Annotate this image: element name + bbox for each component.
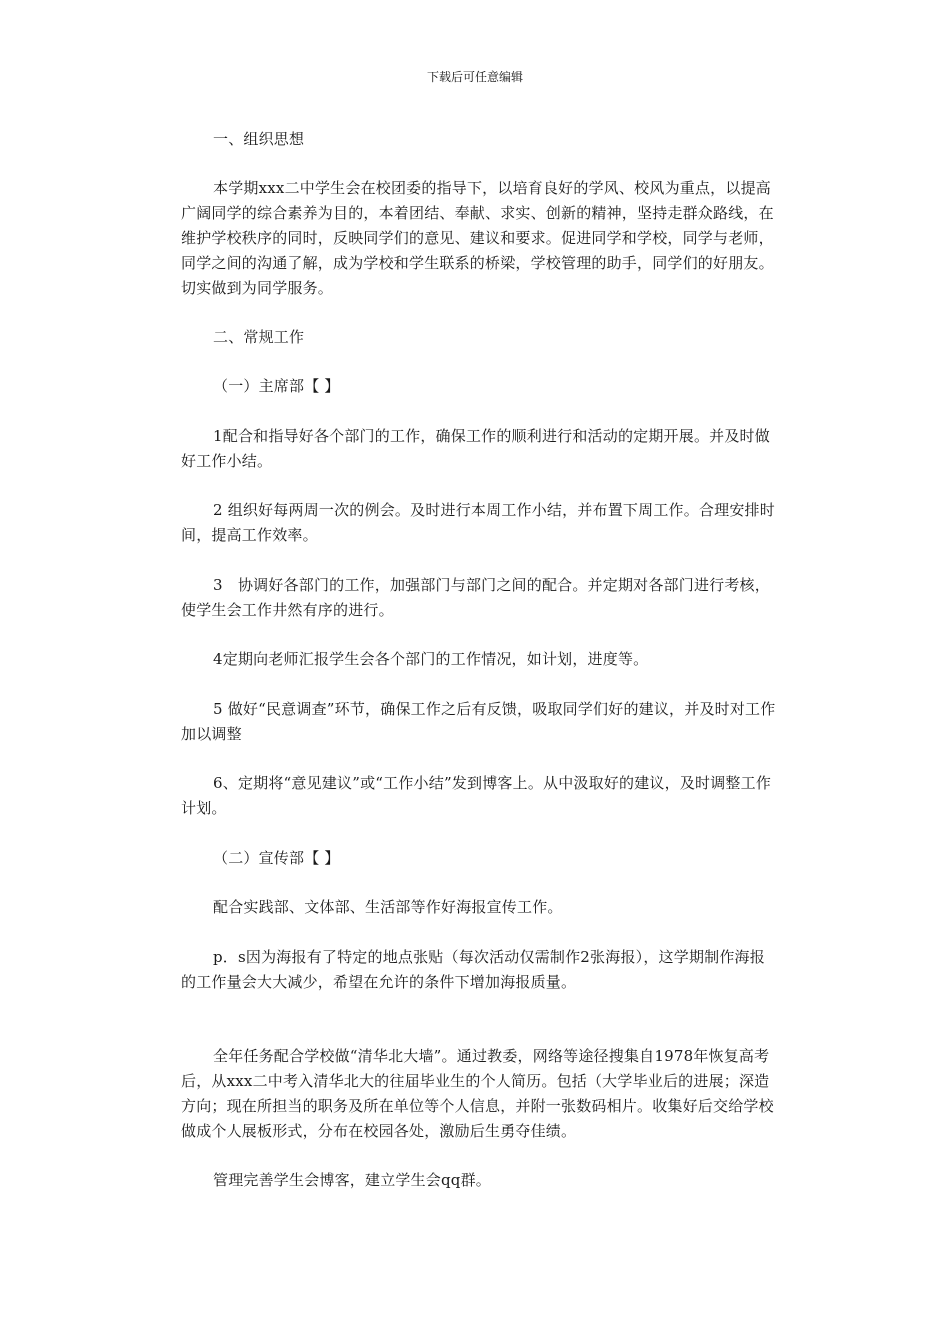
- paragraph-item-6: 6、定期将“意见建议”或“工作小结”发到博客上。从中汲取好的建议，及时调整工作计划。: [181, 774, 772, 817]
- paragraph-publicity-1: 配合实践部、文体部、生活部等作好海报宣传工作。: [213, 898, 563, 916]
- paragraph-organization-thought: 本学期xxx二中学生会在校团委的指导下，以培育良好的学风、校风为重点，以提高广阔同学的综合素养为目的，本着团结、奉献、求实、创新的精神，坚持走群众路线，在维护学校秩序的同时，反映同学们的意见、建议和要求。促进同学和学校，同学与老师，同学之间的沟通了解，成为学校和学生联系的桥梁，学校管理的助手，同学们的好朋友。切实做到为同学服务。: [181, 179, 774, 297]
- paragraph-publicity-ps: p．s因为海报有了特定的地点张贴（每次活动仅需制作2张海报），这学期制作海报的工作量会大大减少，希望在允许的条件下增加海报质量。: [181, 948, 765, 991]
- paragraph-item-2: 2 组织好每两周一次的例会。及时进行本周工作小结，并布置下周工作。合理安排时间，提高工作效率。: [181, 501, 775, 544]
- paragraph-item-5: 5 做好“民意调查”环节，确保工作之后有反馈，吸取同学们好的建议，并及时对工作加以调整: [181, 700, 776, 743]
- page-header: 下载后可任意编辑: [426, 70, 523, 84]
- paragraph-tsinghua-wall: 全年任务配合学校做“清华北大墙”。通过教委，网络等途径搜集自1978年恢复高考后，从xxx二中考入清华北大的往届毕业生的个人简历。包括（大学毕业后的进展；深造方向；现在所担当的职务及所在单位等个人信息，并附一张数码相片。收集好后交给学校做成个人展板形式，分布在校园各处，激励后生勇夺佳绩。: [181, 1047, 774, 1140]
- paragraph-item-4: 4定期向老师汇报学生会各个部门的工作情况，如计划，进度等。: [213, 650, 649, 668]
- heading-organization-thought: 一、组织思想: [213, 130, 305, 148]
- heading-routine-work: 二、常规工作: [213, 328, 305, 346]
- heading-publicity-department: （二）宣传部【 】: [213, 849, 340, 867]
- paragraph-item-1: 1配合和指导好各个部门的工作，确保工作的顺利进行和活动的定期开展。并及时做好工作小结。: [181, 427, 770, 470]
- paragraph-blog-qq: 管理完善学生会博客，建立学生会qq群。: [213, 1171, 492, 1189]
- heading-chairman-department: （一）主席部【 】: [213, 377, 340, 395]
- paragraph-item-3: 3 协调好各部门的工作，加强部门与部门之间的配合。并定期对各部门进行考核，使学生会工作井然有序的进行。: [181, 576, 770, 619]
